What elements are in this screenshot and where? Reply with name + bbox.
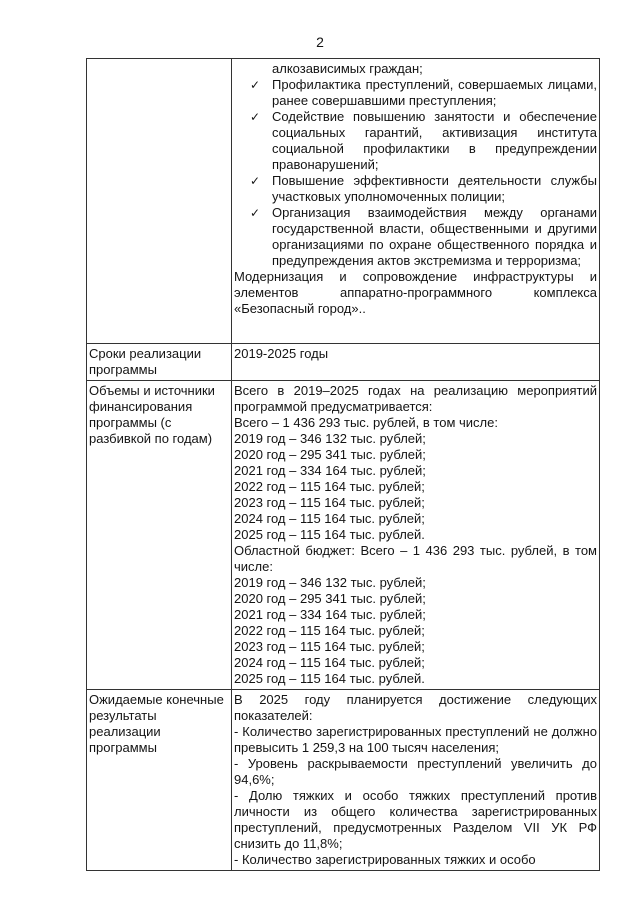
funding-year: 2021 год – 334 164 тыс. рублей; [234,463,426,478]
row-value-period: 2019-2025 годы [232,344,600,381]
regional-year: 2023 год – 115 164 тыс. рублей; [234,639,425,654]
funding-year: 2022 год – 115 164 тыс. рублей; [234,479,425,494]
table-row-results [87,690,600,871]
regional-year: 2021 год – 334 164 тыс. рублей; [234,607,426,622]
program-passport-table [86,58,600,871]
table-row-tasks [87,59,600,344]
row-label-period: Сроки реализации программы [87,344,232,381]
list-item: ✓ Организация взаимодействия между органами государственной власти, общественными и другими организациями по охране общественного порядка и предупреждения актов экстремизма и терроризма; [250,205,597,268]
checkmark-icon: ✓ [250,110,261,124]
continuation-text: алкозависимых граждан; [272,61,423,76]
row-value-funding [232,381,600,690]
regional-year: 2024 год – 115 164 тыс. рублей; [234,655,425,670]
table-row-funding [87,381,600,690]
checkmark-icon: ✓ [250,206,261,220]
regional-year: 2022 год – 115 164 тыс. рублей; [234,623,425,638]
regional-year: 2020 год – 295 341 тыс. рублей; [234,591,426,606]
regional-budget: Областной бюджет: Всего – 1 436 293 тыс. рублей, в том числе: [234,543,597,574]
page-number: 2 [316,34,324,50]
row-label-tasks [87,59,232,344]
list-item: ✓ Профилактика преступлений, совершаемых лицами, ранее совершавшими преступления; [250,77,597,108]
funding-year: 2020 год – 295 341 тыс. рублей; [234,447,426,462]
checkmark-icon: ✓ [250,174,261,188]
funding-total: Всего – 1 436 293 тыс. рублей, в том числе: [234,415,498,430]
funding-year: 2023 год – 115 164 тыс. рублей; [234,495,425,510]
table-row-period [87,344,600,381]
task-checklist [234,77,597,269]
regional-year: 2019 год – 346 132 тыс. рублей; [234,575,426,590]
list-item: ✓ Повышение эффективности деятельности службы участковых уполномоченных полиции; [250,173,597,204]
checkmark-icon: ✓ [250,78,261,92]
row-label-results: Ожидаемые конечные результаты реализации программы [87,690,232,871]
list-item: - Уровень раскрываемости преступлений увеличить до 94,6%; [234,756,597,787]
row-value-results [232,690,600,871]
row-label-funding: Объемы и источники финансирования программы (с разбивкой по годам) [87,381,232,690]
regional-year: 2025 год – 115 164 тыс. рублей. [234,671,425,686]
list-item: - Количество зарегистрированных преступлений не должно превысить 1 259,3 на 100 тысяч населения; [234,724,597,755]
funding-intro: Всего в 2019–2025 годах на реализацию мероприятий программой предусматривается: [234,383,597,414]
funding-year: 2024 год – 115 164 тыс. рублей; [234,511,425,526]
funding-year: 2019 год – 346 132 тыс. рублей; [234,431,426,446]
list-item: - Количество зарегистрированных тяжких и особо [234,852,536,867]
closing-text: Модернизация и сопровождение инфраструктуры и элементов аппаратно-программного комплекса «Безопасный город».. [234,269,597,316]
results-intro: В 2025 году планируется достижение следующих показателей: [234,692,597,723]
list-item: - Долю тяжких и особо тяжких преступлений против личности из общего количества зарегистрированных преступлений, предусмотренных Разделом VII УК РФ снизить до 11,8%; [234,788,597,851]
row-value-tasks [232,59,600,344]
funding-year: 2025 год – 115 164 тыс. рублей. [234,527,425,542]
list-item: ✓ Содействие повышению занятости и обеспечение социальных гарантий, активизация института социальной профилактики в предупреждении правонарушений; [250,109,597,172]
